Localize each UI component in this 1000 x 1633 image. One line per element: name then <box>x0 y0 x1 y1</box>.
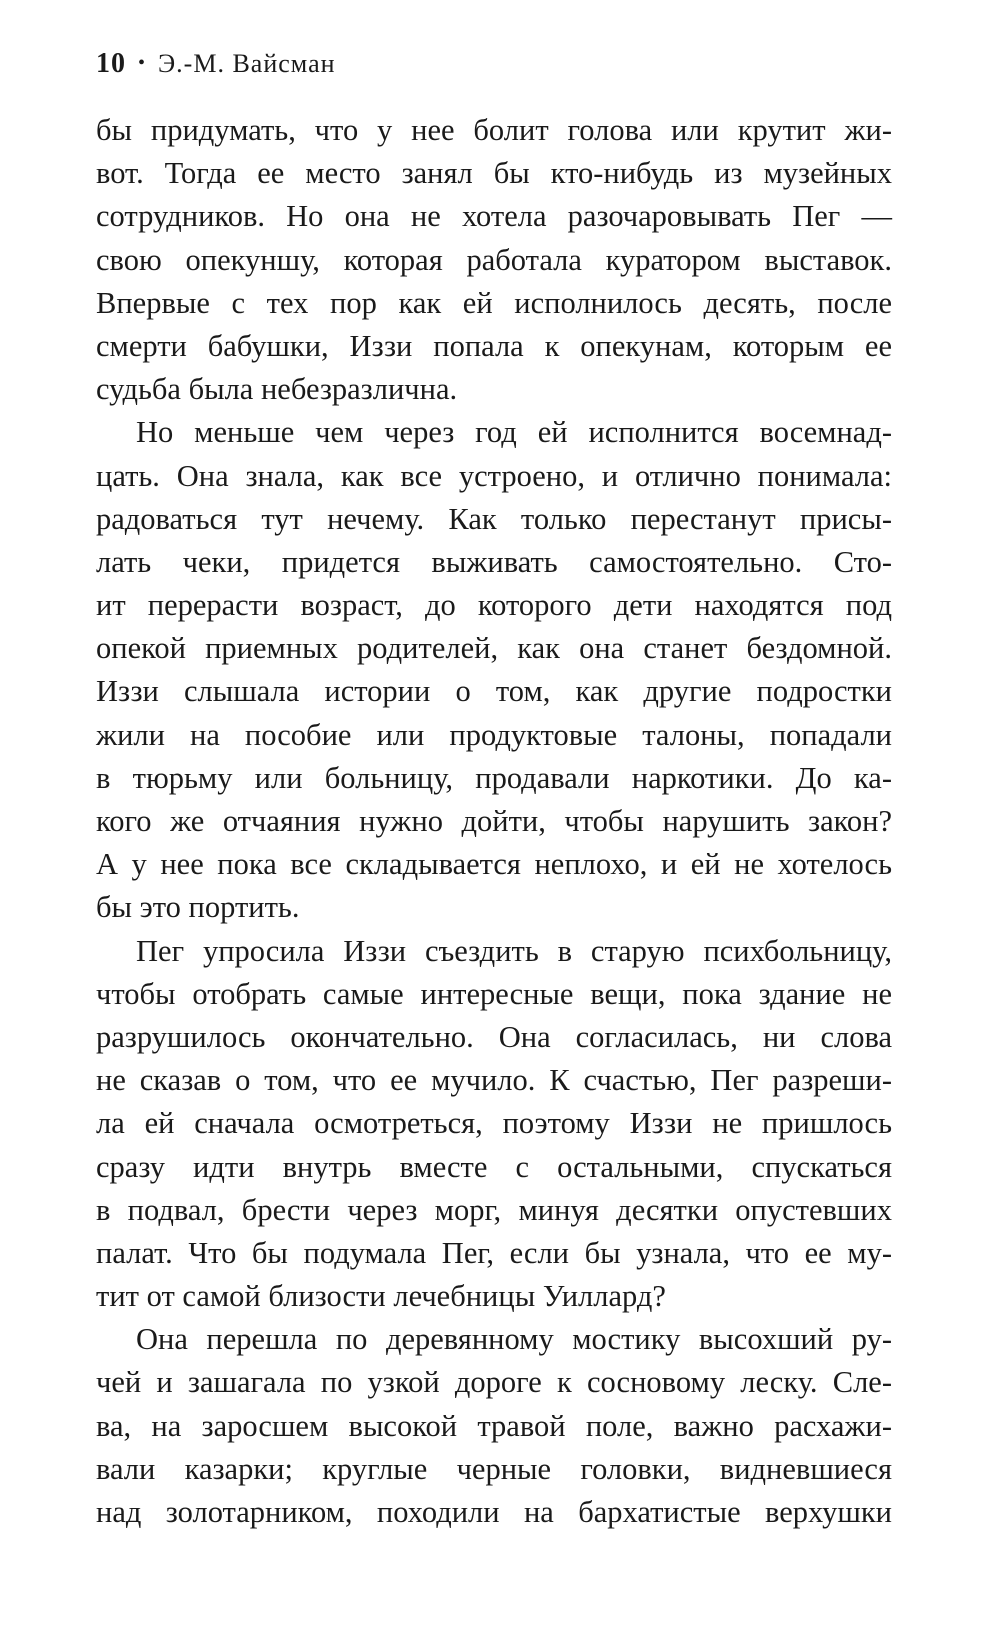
text-line: бы придумать, что у нее болит голова или крутит жи- <box>96 113 892 147</box>
text-line: Она перешла по деревянному мостику высохший ру- <box>136 1322 892 1357</box>
text-line: кого же отчаяния нужно дойти, чтобы нарушить закон? <box>96 804 892 838</box>
header-separator: • <box>138 52 147 74</box>
text-line: разрушилось окончательно. Она согласилась, ни слова <box>96 1019 892 1054</box>
text-line: не сказав о том, что ее мучило. К счастью, Пег разреши- <box>96 1063 892 1098</box>
paragraph <box>96 109 892 411</box>
text-line: тит от самой близости лечебницы Уиллард? <box>96 1279 666 1314</box>
text-line: Впервые с тех пор как ей исполнилось десять, после <box>96 285 892 320</box>
text-line: лать чеки, придется выживать самостоятельно. Сто- <box>96 544 892 579</box>
paragraph <box>96 411 892 929</box>
text-line: ит перерасти возраст, до которого дети находятся под <box>96 588 892 623</box>
page-number: 10 <box>96 48 126 79</box>
text-line: Иззи слышала истории о том, как другие подростки <box>96 674 892 709</box>
text-line: радоваться тут нечему. Как только перестанут присы- <box>96 501 892 536</box>
text-line: чей и зашагала по узкой дороге к сосновому леску. Сле- <box>96 1365 892 1400</box>
body-text <box>96 109 892 1534</box>
text-line: Но меньше чем через год ей исполнится восемнад- <box>136 415 892 450</box>
author-name: Э.-М. Вайсман <box>158 49 336 78</box>
paragraph <box>96 1318 892 1534</box>
text-line: жили на пособие или продуктовые талоны, попадали <box>96 717 892 752</box>
text-line: бы это портить. <box>96 890 300 925</box>
text-line: сотрудников. Но она не хотела разочаровывать Пег — <box>96 199 892 234</box>
text-line: Пег упросила Иззи съездить в старую психбольницу, <box>136 933 892 968</box>
text-line: над золотарником, походили на бархатистые верхушки <box>96 1495 892 1529</box>
text-line: сразу идти внутрь вместе с остальными, спускаться <box>96 1149 892 1184</box>
text-line: цать. Она знала, как все устроено, и отлично понимала: <box>96 458 892 493</box>
text-line: свою опекуншу, которая работала куратором выставок. <box>96 242 892 277</box>
paragraph <box>96 930 892 1319</box>
text-line: в подвал, брести через морг, минуя десятки опустевших <box>96 1192 892 1227</box>
text-line: вали казарки; круглые черные головки, видневшиеся <box>96 1451 892 1486</box>
text-line: ла ей сначала осмотреться, поэтому Иззи не пришлось <box>96 1106 892 1141</box>
text-line: судьба была небезразлична. <box>96 372 458 407</box>
text-line: смерти бабушки, Иззи попала к опекунам, которым ее <box>96 328 892 363</box>
text-line: опекой приемных родителей, как она станет бездомной. <box>96 631 892 666</box>
text-line: палат. Что бы подумала Пег, если бы узнала, что ее му- <box>96 1235 892 1270</box>
text-line: вот. Тогда ее место занял бы кто-нибудь из музейных <box>96 156 892 191</box>
running-header <box>96 48 336 80</box>
text-line: в тюрьму или больницу, продавали наркотики. До ка- <box>96 760 892 795</box>
text-line: чтобы отобрать самые интересные вещи, пока здание не <box>96 976 892 1011</box>
text-line: А у нее пока все складывается неплохо, и ей не хотелось <box>96 847 892 882</box>
text-line: ва, на заросшем высокой травой поле, важно расхажи- <box>96 1408 892 1443</box>
